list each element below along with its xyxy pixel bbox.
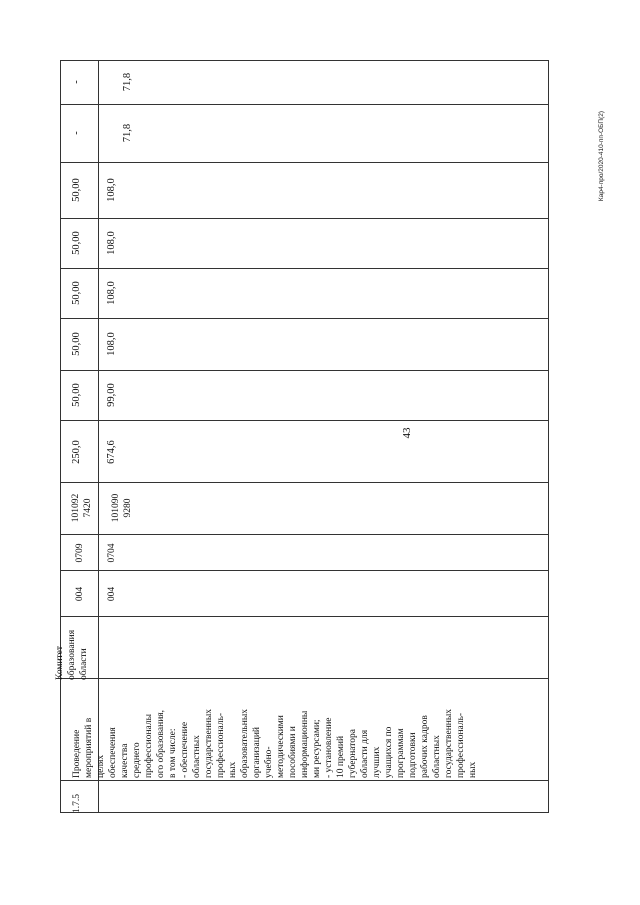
rzpr-code: 0704: [107, 543, 117, 563]
description-line: Проведение: [72, 729, 82, 778]
description-line: информационны: [300, 710, 310, 778]
grbs-code: 004: [75, 586, 85, 602]
amount-year: 50,00: [71, 231, 82, 255]
description-line: пособиями и: [288, 726, 298, 778]
description-line: губернатора: [348, 729, 358, 778]
csr-code: 7420: [83, 498, 93, 518]
column-border: [60, 104, 548, 105]
amount-year: 108,0: [106, 178, 117, 202]
column-border: [60, 268, 548, 269]
column-border: [60, 370, 548, 371]
amount-year: 50,00: [71, 383, 82, 407]
column-border: [60, 420, 548, 421]
description-line: ных: [468, 761, 478, 778]
table-border-top: [60, 60, 61, 813]
description-line: учащихся по: [384, 726, 394, 778]
row-border: [548, 60, 549, 813]
amount-year: 50,00: [71, 332, 82, 356]
column-border: [60, 678, 548, 679]
amount-total: 674,6: [106, 440, 117, 464]
description-line: профессионалы: [144, 714, 154, 778]
description-line: программам: [396, 728, 406, 778]
description-line: - установление: [324, 717, 334, 778]
executor-line: области: [79, 648, 89, 680]
page-number: 43: [401, 427, 413, 439]
table-border-left: [60, 812, 548, 813]
column-border: [60, 218, 548, 219]
description-line: среднего: [132, 742, 142, 778]
description-line: государственных: [204, 708, 214, 778]
description-line: ных: [228, 761, 238, 778]
description-line: обеспечения: [108, 727, 118, 778]
column-border: [60, 780, 548, 781]
description-line: в том числе:: [168, 728, 178, 778]
description-line: рабочих кадров: [420, 715, 430, 778]
amount-year: 50,00: [71, 281, 82, 305]
description-line: учебно-: [264, 746, 274, 778]
description-line: методическими: [276, 715, 286, 778]
description-line: области для: [360, 729, 370, 778]
amount-year: -: [71, 80, 82, 84]
description-line: профессиональ-: [456, 712, 466, 778]
amount-year: 108,0: [106, 281, 117, 305]
grbs-code: 004: [107, 586, 117, 602]
description-line: организаций: [252, 726, 262, 778]
description-line: - обеспечение: [180, 721, 190, 778]
csr-code: 101090: [111, 493, 121, 523]
row-number: 1.7.5: [72, 794, 82, 813]
rzpr-code: 0709: [75, 543, 85, 563]
description-line: областных: [432, 735, 442, 778]
column-border: [60, 570, 548, 571]
description-line: образовательных: [240, 709, 250, 778]
description-line: ого образования,: [156, 709, 166, 778]
column-border: [60, 482, 548, 483]
description-line: мероприятий в: [84, 717, 94, 778]
table-border-right: [60, 60, 548, 61]
description-line: подготовки: [408, 732, 418, 778]
description-line: областных: [192, 735, 202, 778]
amount-total: 250,0: [71, 440, 82, 464]
description-line: лучших: [372, 746, 382, 778]
amount-year: 108,0: [106, 231, 117, 255]
csr-code: 9280: [123, 498, 133, 518]
description-line: ми ресурсами;: [312, 719, 322, 778]
executor-line: Комитет: [55, 645, 65, 680]
description-line: профессиональ-: [216, 712, 226, 778]
csr-code: 101092: [71, 493, 81, 523]
amount-year: -: [71, 131, 82, 135]
amount-year: 108,0: [106, 332, 117, 356]
column-border: [60, 534, 548, 535]
description-line: качества: [120, 743, 130, 778]
description-line: государственных: [444, 708, 454, 778]
amount-year: 50,00: [71, 178, 82, 202]
description-line: целях: [96, 754, 106, 778]
column-border: [60, 318, 548, 319]
column-border: [60, 162, 548, 163]
amount-year: 71,8: [122, 72, 133, 92]
description-line: 10 премий: [336, 735, 346, 778]
document-id: Кар4-про/2020-410-пп-ОБП(2): [598, 110, 605, 202]
column-border: [60, 616, 548, 617]
executor-line: образования: [67, 629, 77, 680]
amount-year: 99,00: [106, 383, 117, 407]
amount-year: 71,8: [122, 123, 133, 143]
